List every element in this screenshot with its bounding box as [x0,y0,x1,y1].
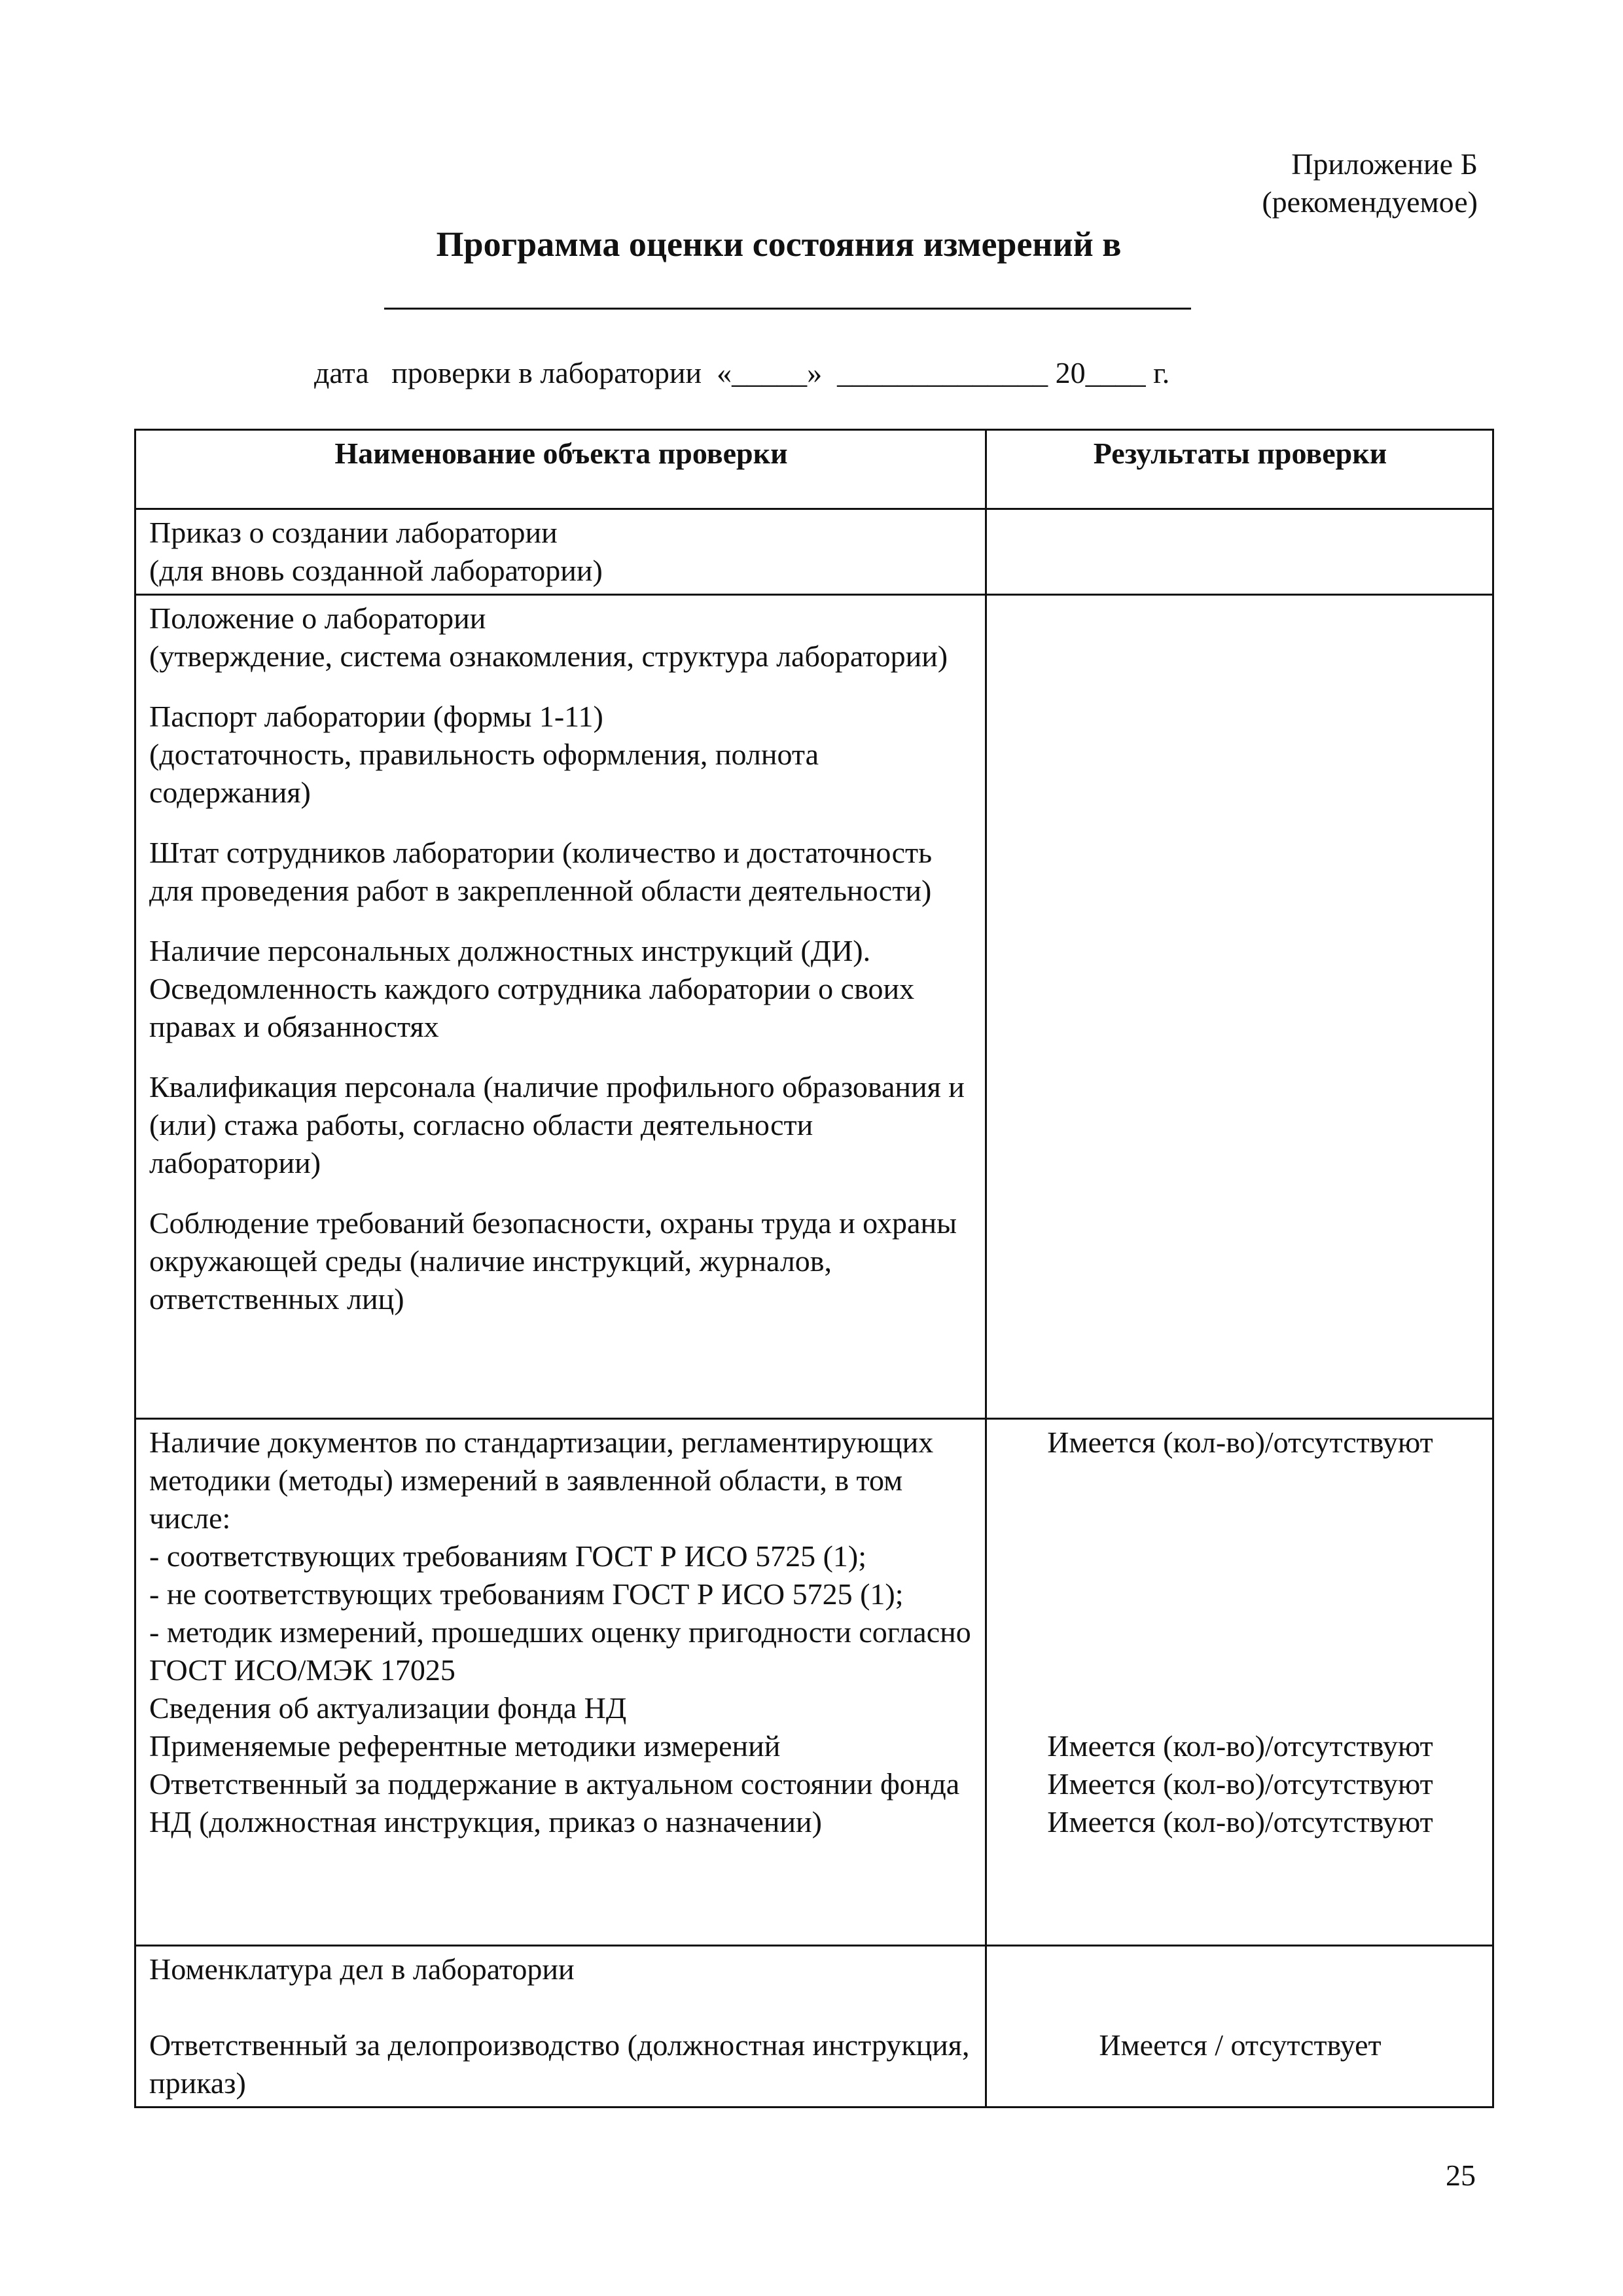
header-result: Результаты проверки [986,430,1493,509]
row2-item: Соблюдение требований безопасности, охраны труда и охраны окружающей среды (наличие инструкций, журналов, ответственных лиц) [149,1206,957,1316]
inspection-date-line: дата проверки в лаборатории «_____» ______________ 20____ г. [314,356,1170,389]
row3-result-reference: Имеется (кол-во)/отсутствуют [1047,1767,1433,1801]
row3-result-updates: Имеется (кол-во)/отсутствуют [1047,1729,1433,1763]
document-title: Программа оценки состояния измерений в [436,224,1122,264]
table-header-row [135,430,1493,509]
row2-object [135,595,986,1419]
row2-item: Наличие персональных должностных инструкций (ДИ). Осведомленность каждого сотрудника лаборатории о своих правах и обязанностях [149,934,915,1043]
row4-object [135,1946,986,2108]
row3-result-docs: Имеется (кол-во)/отсутствуют [1047,1426,1433,1459]
row4-result-text: Имеется / отсутствует [1099,2028,1382,2062]
header-object: Наименование объекта проверки [135,430,986,509]
table-row [135,1419,1493,1946]
table-row [135,509,1493,595]
row1-object [135,509,986,595]
annex-status: (рекомендуемое) [1262,185,1478,219]
row4-text2: Ответственный за делопроизводство (должностная инструкция, приказ) [149,2028,970,2100]
annex-label [1262,145,1478,221]
inspection-table [134,429,1494,2108]
table-row [135,1946,1493,2108]
row1-result [986,509,1493,595]
row3-result-responsible: Имеется (кол-во)/отсутствуют [1047,1805,1433,1839]
table-row [135,595,1493,1419]
annex-title: Приложение Б [1291,147,1478,181]
row1-text: Приказ о создании лаборатории (для вновь созданной лаборатории) [149,516,603,587]
row4-text1: Номенклатура дел в лаборатории [149,1952,575,1986]
row2-item: Паспорт лаборатории (формы 1-11) (достаточность, правильность оформления, полнота содержания) [149,700,819,809]
row3-object [135,1419,986,1946]
row3-result [986,1419,1493,1946]
row3-text: Наличие документов по стандартизации, регламентирующих методики (методы) измерений в заявленной области, в том числе: - соответствующих требованиям ГОСТ Р ИСО 5725 (1); - не соответствующих требованиям ГОСТ Р ИСО 5725 (1); - методик измерений, прошедших оценку пригодности согласно ГОСТ ИСО/МЭК 17025 Сведения об актуализации фонда НД Применяемые референтные методики измерений Ответственный за поддержание в актуальном состоянии фонда НД (должностная инструкция, приказ о назначении) [149,1426,971,1839]
row2-item: Штат сотрудников лаборатории (количество и достаточность для проведения работ в закрепленной области деятельности) [149,836,933,907]
row2-item: Квалификация персонала (наличие профильного образования и (или) стажа работы, согласно области деятельности лаборатории) [149,1070,965,1179]
row2-result [986,595,1493,1419]
title-fill-in-line [384,308,1191,310]
row2-item: Положение о лаборатории (утверждение, система ознакомления, структура лаборатории) [149,601,948,673]
row4-result [986,1946,1493,2108]
page-number: 25 [1446,2159,1476,2192]
